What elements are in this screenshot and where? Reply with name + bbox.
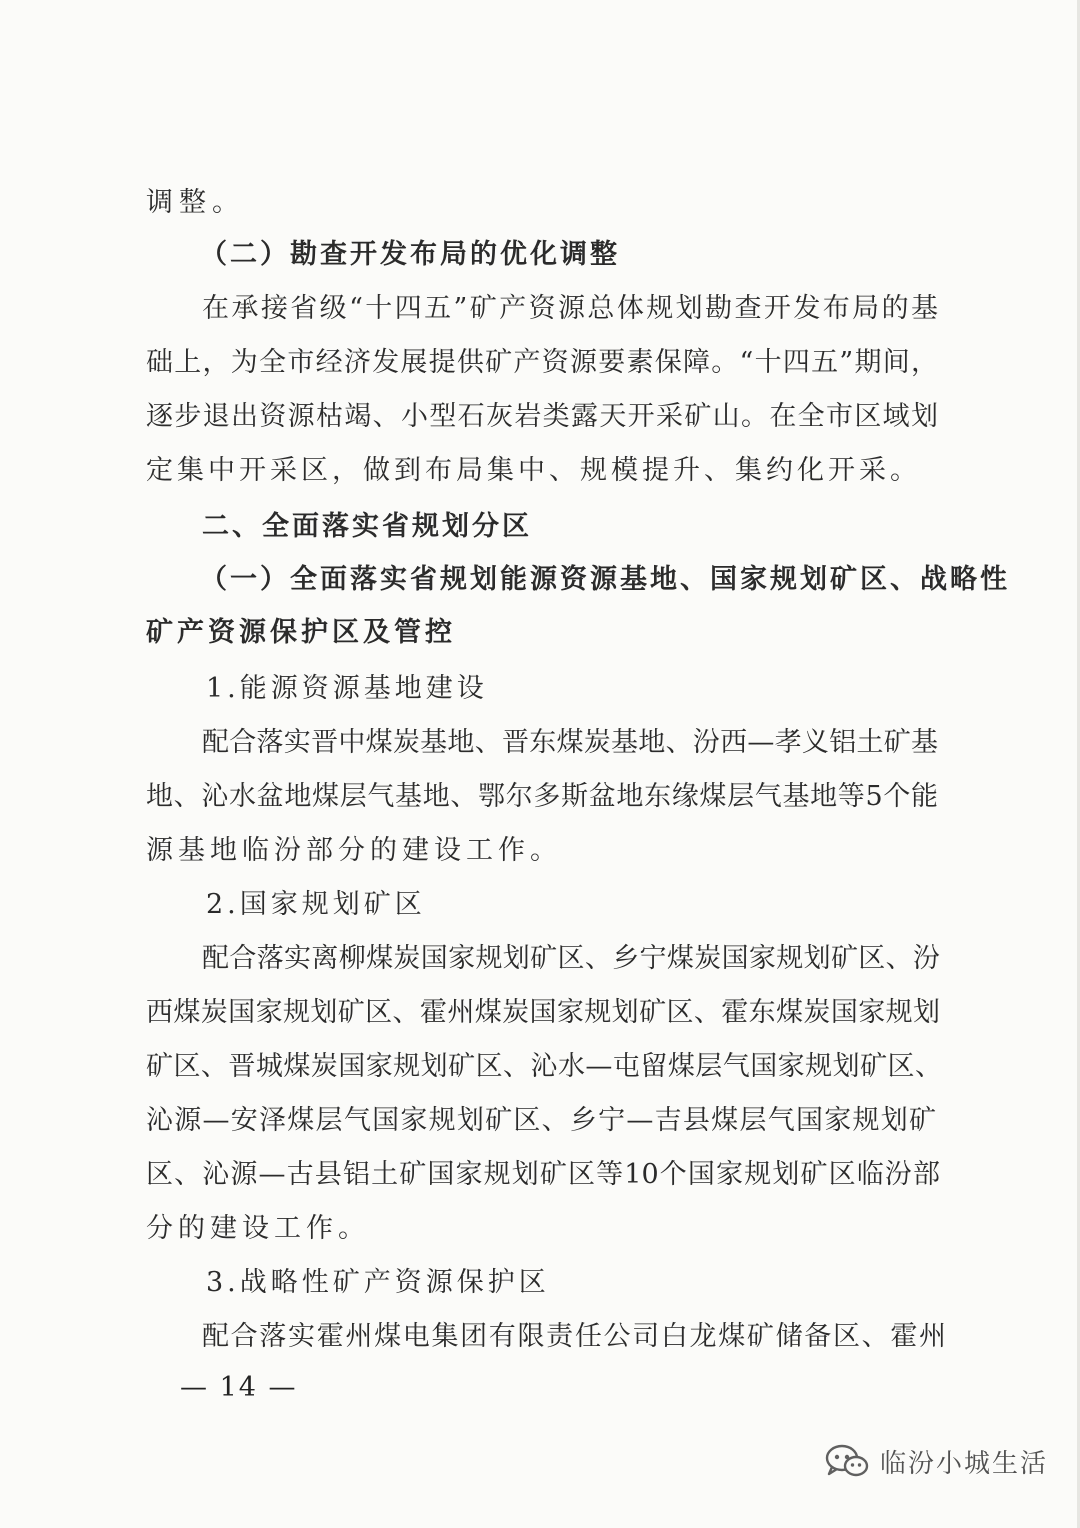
section-heading: （一）全面落实省规划能源资源基地、国家规划矿区、战略性 bbox=[200, 564, 1010, 595]
body-text-line: 定集中开采区，做到布局集中、规模提升、集约化开采。 bbox=[146, 455, 921, 486]
body-text-line: 础上，为全市经济发展提供矿产资源要素保障。“十四五”期间， bbox=[146, 347, 938, 378]
watermark-text: 临汾小城生活 bbox=[879, 1448, 1048, 1479]
body-text-line: 调整。 bbox=[146, 187, 245, 218]
body-text-line: 配合落实离柳煤炭国家规划矿区、乡宁煤炭国家规划矿区、汾 bbox=[202, 943, 940, 974]
section-heading: 矿产资源保护区及管控 bbox=[146, 617, 456, 648]
subsection-heading: 3.战略性矿产资源保护区 bbox=[206, 1267, 550, 1298]
subsection-heading: 2.国家规划矿区 bbox=[206, 889, 426, 920]
subsection-heading: 1.能源资源基地建设 bbox=[206, 673, 488, 704]
body-text-line: 区、沁源—古县铝土矿国家规划矿区等10个国家规划矿区临汾部 bbox=[146, 1159, 940, 1190]
body-text-line: 配合落实晋中煤炭基地、晋东煤炭基地、汾西—孝义铝土矿基 bbox=[202, 727, 938, 758]
body-text-line: 西煤炭国家规划矿区、霍州煤炭国家规划矿区、霍东煤炭国家规划 bbox=[146, 997, 940, 1028]
chapter-heading: 二、全面落实省规划分区 bbox=[202, 511, 532, 542]
body-text-line: 在承接省级“十四五”矿产资源总体规划勘查开发布局的基 bbox=[202, 293, 938, 324]
body-text-line: 矿区、晋城煤炭国家规划矿区、沁水—屯留煤层气国家规划矿区、 bbox=[146, 1051, 942, 1082]
page-number: — 14 — bbox=[180, 1372, 298, 1403]
watermark bbox=[824, 1442, 1048, 1480]
body-text-line: 沁源—安泽煤层气国家规划矿区、乡宁—吉县煤层气国家规划矿 bbox=[146, 1105, 936, 1136]
body-text-line: 分的建设工作。 bbox=[146, 1213, 370, 1244]
body-text-line: 逐步退出资源枯竭、小型石灰岩类露天开采矿山。在全市区域划 bbox=[146, 401, 938, 432]
body-text-line: 源基地临汾部分的建设工作。 bbox=[146, 835, 562, 866]
body-text-line: 配合落实霍州煤电集团有限责任公司白龙煤矿储备区、霍州 bbox=[202, 1321, 946, 1352]
section-heading: （二）勘查开发布局的优化调整 bbox=[200, 239, 620, 270]
wechat-icon bbox=[824, 1442, 870, 1480]
body-text-line: 地、沁水盆地煤层气基地、鄂尔多斯盆地东缘煤层气基地等5个能 bbox=[146, 781, 938, 812]
